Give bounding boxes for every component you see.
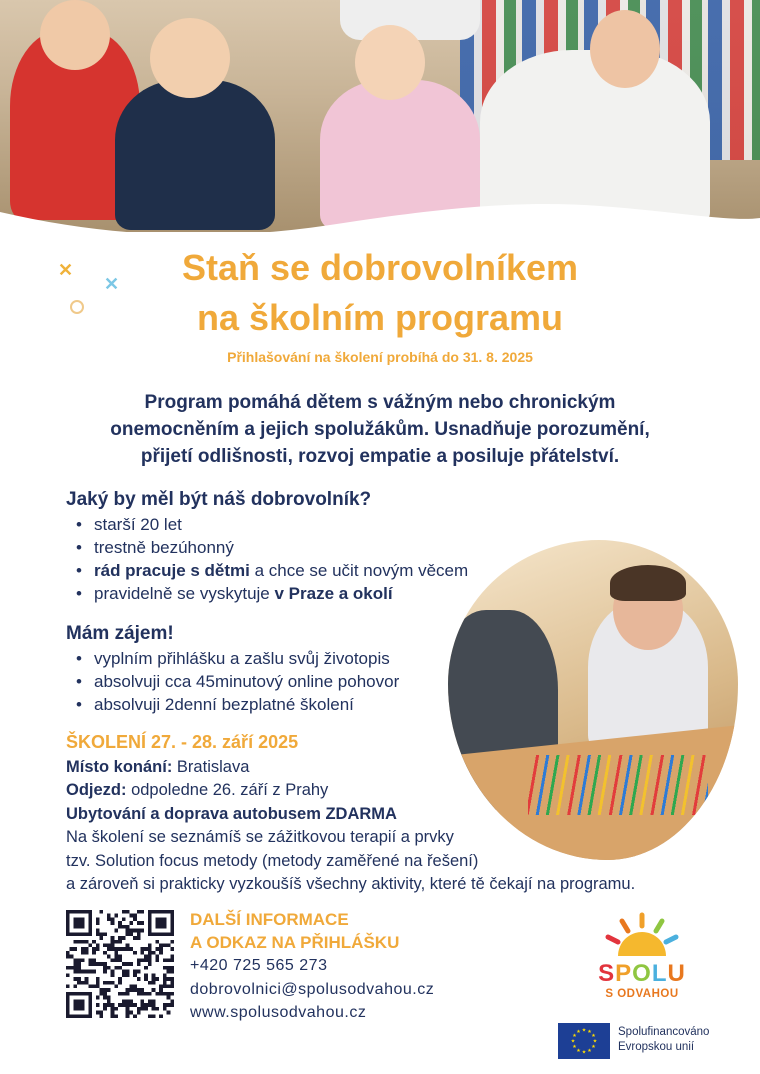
- volunteer-requirements: [66, 488, 468, 605]
- svg-text:★: ★: [576, 1048, 581, 1055]
- accommodation-text: Ubytování a doprava autobusem ZDARMA: [66, 804, 397, 823]
- list-item: [66, 693, 399, 716]
- list-item-text: trestně bezúhonný: [94, 538, 234, 557]
- child-head: [150, 18, 230, 98]
- svg-text:★: ★: [570, 1038, 576, 1045]
- list-item: [66, 559, 468, 582]
- steps-list: [66, 647, 399, 716]
- contact-info: [190, 908, 434, 1025]
- intro-line: onemocněním a jejich spolužákům. Usnadňuje porozumění,: [110, 419, 650, 440]
- svg-text:★: ★: [591, 1033, 596, 1040]
- training-desc: a zároveň si prakticky vyzkoušíš všechny aktivity, které tě čekají na programu.: [66, 875, 636, 893]
- svg-text:★: ★: [581, 1049, 587, 1056]
- eu-cofunding-badge: [558, 1023, 748, 1059]
- place-label: Místo konání:: [66, 757, 173, 776]
- requirements-list: [66, 513, 468, 605]
- training-place: [66, 756, 746, 780]
- girl-head: [355, 25, 425, 100]
- title-line-1: Staň se dobrovolníkem: [181, 247, 579, 288]
- boy-hair: [610, 565, 686, 601]
- intro-line: přijetí odlišnosti, rozvoj empatie a posiluje přátelství.: [140, 446, 620, 467]
- contact-email[interactable]: dobrovolnici@spolusodvahou.cz: [190, 980, 435, 998]
- svg-text:★: ★: [591, 1044, 596, 1051]
- eu-line: Spolufinancováno: [618, 1026, 710, 1038]
- contact-heading: DALŠÍ INFORMACE: [190, 910, 349, 929]
- svg-text:★: ★: [587, 1048, 592, 1055]
- volunteer-heading: Jaký by měl být náš dobrovolník?: [66, 489, 372, 510]
- svg-text:★: ★: [576, 1029, 581, 1036]
- decor-cross-icon: ✕: [104, 274, 120, 294]
- interest-heading: Mám zájem!: [66, 623, 174, 644]
- training-desc: tzv. Solution focus metody (metody zaměřené na řešení): [66, 851, 479, 870]
- intro-line: Program pomáhá dětem s vážným nebo chronickým: [144, 392, 616, 413]
- list-item: [66, 582, 468, 605]
- qr-code-icon[interactable]: [66, 910, 174, 1018]
- svg-text:★: ★: [572, 1044, 577, 1051]
- list-item-bold: rád pracuje s dětmi: [94, 561, 250, 580]
- eu-line: Evropskou unií: [618, 1041, 695, 1053]
- svg-text:★: ★: [572, 1033, 577, 1040]
- training-accommodation: [66, 803, 746, 827]
- logo-tagline: S ODVAHOU: [605, 988, 679, 1000]
- sun-logo-icon: [604, 912, 680, 958]
- departure-label: Odjezd:: [66, 781, 127, 799]
- title-line-2: na školním programu: [196, 297, 564, 338]
- qr-code-graphic: [66, 910, 174, 1018]
- hero-wave-divider: [0, 170, 760, 240]
- contact-phone[interactable]: +420 725 565 273: [190, 957, 328, 974]
- list-item-text: vyplním přihlášku a zašlu svůj životopis: [94, 649, 390, 668]
- contact-web-link[interactable]: www.spolusodvahou.cz: [190, 1004, 367, 1021]
- list-item: [66, 536, 468, 559]
- child-head: [40, 0, 110, 70]
- spolu-s-odvahou-logo: [592, 912, 692, 1012]
- eu-cofunding-text: [618, 1025, 709, 1055]
- svg-text:★: ★: [581, 1027, 587, 1034]
- contact-heading: A ODKAZ NA PŘIHLÁŠKU: [190, 933, 400, 952]
- logo-wordmark: [592, 960, 692, 988]
- svg-text:★: ★: [587, 1029, 592, 1036]
- list-item: [66, 647, 399, 670]
- decor-cross-icon: ✕: [58, 260, 74, 280]
- list-item-bold: v Praze a okolí: [274, 584, 393, 603]
- registration-deadline: Přihlašování na školení probíhá do 31. 8. 2025: [227, 349, 533, 365]
- program-intro: [60, 389, 700, 470]
- eu-flag-graphic: [558, 1023, 610, 1059]
- departure-value: odpoledne 26. září z Prahy: [126, 781, 329, 799]
- training-info: [66, 731, 746, 897]
- eu-flag-icon: [558, 1023, 610, 1059]
- training-heading: ŠKOLENÍ 27. - 28. září 2025: [66, 732, 299, 752]
- training-departure: [66, 779, 746, 803]
- list-item-text: starší 20 let: [94, 515, 182, 534]
- interest-steps: [66, 622, 399, 716]
- list-item-text: absolvuji cca 45minutový online pohovor: [94, 672, 400, 691]
- list-item-text: absolvuji 2denní bezplatné školení: [94, 695, 354, 714]
- training-desc: Na školení se seznámíš se zážitkovou terapií a prvky: [66, 828, 454, 846]
- teacher-head: [590, 10, 660, 88]
- svg-text:★: ★: [592, 1038, 598, 1045]
- list-item: [66, 513, 468, 536]
- page-title: [0, 243, 760, 343]
- logo-spolu-text: SPOLU: [598, 960, 686, 987]
- place-value: Bratislava: [172, 757, 250, 776]
- list-item-text: a chce se učit novým věcem: [249, 561, 469, 580]
- list-item-text: pravidelně se vyskytuje: [94, 584, 275, 603]
- list-item: [66, 670, 399, 693]
